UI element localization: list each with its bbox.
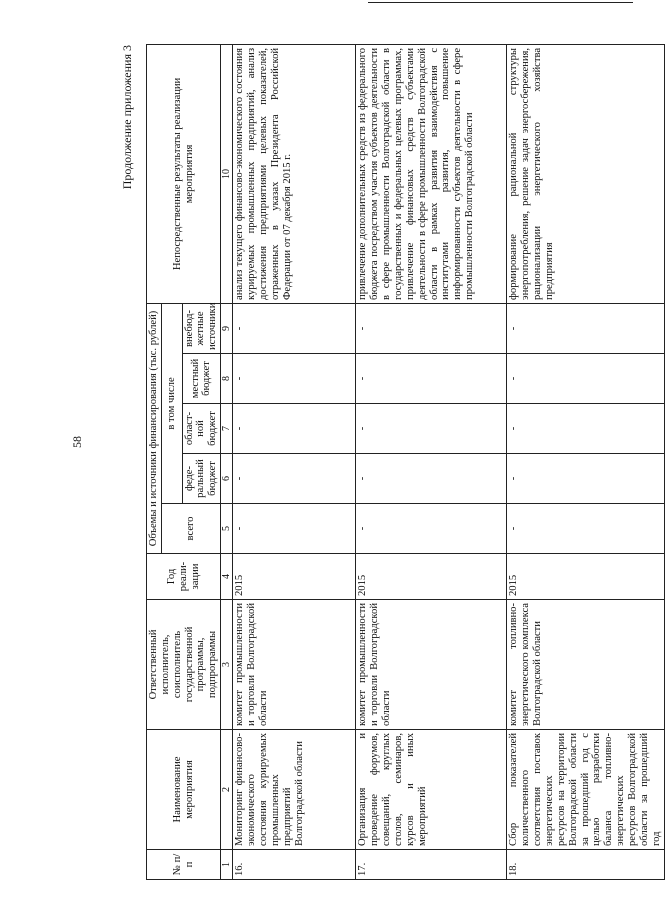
page-number: 58 bbox=[70, 436, 84, 448]
table-row bbox=[356, 44, 507, 879]
row-executor: комитет топливно-энергетического комплекса Волгоградской области bbox=[507, 600, 664, 730]
table-row bbox=[233, 44, 356, 879]
row-total: - bbox=[507, 504, 664, 554]
row-num: 18. bbox=[507, 850, 664, 880]
row-name: Организация и проведение форумов, совещаний, круглых столов, семинаров, курсов и иных мероприятий bbox=[356, 730, 507, 850]
continuation-note: Продолжение приложения 3 bbox=[120, 45, 134, 190]
col-number: 5 bbox=[221, 504, 233, 554]
rotated-page bbox=[120, 45, 662, 880]
row-year: 2015 bbox=[233, 554, 356, 600]
row-extra: - bbox=[356, 303, 507, 353]
row-local: - bbox=[233, 354, 356, 404]
row-year: 2015 bbox=[356, 554, 507, 600]
table-row bbox=[507, 44, 664, 879]
header-results: Непосредственные результаты реализации мероприятия bbox=[147, 44, 221, 303]
row-executor: комитет промышленности и торговли Волгоградской области bbox=[356, 600, 507, 730]
header-local: местный бюджет bbox=[182, 354, 221, 404]
row-extra: - bbox=[507, 303, 664, 353]
row-year: 2015 bbox=[507, 554, 664, 600]
header-executor: Ответственный исполнитель, соисполнитель государственной программы, подпрограммы bbox=[147, 600, 221, 730]
col-number: 3 bbox=[221, 600, 233, 730]
col-number: 6 bbox=[221, 454, 233, 504]
row-extra: - bbox=[233, 303, 356, 353]
column-number-row bbox=[221, 44, 233, 879]
row-regional: - bbox=[507, 404, 664, 454]
row-result: привлечение дополнительных средств из федерального бюджета посредством участия субъектов деятельности в сфере промышленности Волгоградской области в государственных и федеральных целевых программах, привлечение финансовых средств субъектами деятельности в сфере промышленности Волгоградской области в рамках развития взаимодействия с институтами развития, повышение информированности субъектов деятельности в сфере промышленности Волгоградской области bbox=[356, 44, 507, 303]
row-local: - bbox=[507, 354, 664, 404]
col-number: 8 bbox=[221, 354, 233, 404]
col-number: 9 bbox=[221, 303, 233, 353]
row-num: 16. bbox=[233, 850, 356, 880]
header-name: Наименование мероприятия bbox=[147, 730, 221, 850]
header-funding: Объемы и источники финансирования (тыс. рублей) bbox=[147, 303, 162, 553]
row-federal: - bbox=[356, 454, 507, 504]
row-regional: - bbox=[356, 404, 507, 454]
header-extra: внебюд-жетные источники bbox=[182, 303, 221, 353]
program-table bbox=[146, 44, 665, 880]
row-total: - bbox=[233, 504, 356, 554]
row-regional: - bbox=[233, 404, 356, 454]
row-federal: - bbox=[507, 454, 664, 504]
header-federal: феде-ральный бюджет bbox=[182, 454, 221, 504]
top-rule bbox=[368, 2, 633, 3]
row-local: - bbox=[356, 354, 507, 404]
col-number: 1 bbox=[221, 850, 233, 880]
row-total: - bbox=[356, 504, 507, 554]
header-num: № п/п bbox=[147, 850, 221, 880]
row-result: анализ текущего финансово-экономического состояния курируемых промышленных предприятий, анализ достижения предприятиями целевых показателей, отраженных в указах Президента Российской Федерации от 07 декабря 2015 г. bbox=[233, 44, 356, 303]
header-regional: област-ной бюджет bbox=[182, 404, 221, 454]
row-name: Мониторинг финансово-экономического состояния курируемых промышленных предприятий Волгоградской области bbox=[233, 730, 356, 850]
col-number: 10 bbox=[221, 44, 233, 303]
header-year: Год реали-зации bbox=[147, 554, 221, 600]
row-executor: комитет промышленности и торговли Волгоградской области bbox=[233, 600, 356, 730]
row-federal: - bbox=[233, 454, 356, 504]
col-number: 7 bbox=[221, 404, 233, 454]
header-incl: в том числе bbox=[161, 303, 182, 503]
row-result: формирование рациональной структуры энергопотребления, решение задач энергосбережения, рационализации энергетического хозяйства предприятия bbox=[507, 44, 664, 303]
col-number: 2 bbox=[221, 730, 233, 850]
row-name: Сбор показателей количественного соответствия поставок энергетических ресурсов на территории Волгоградской области за прошедший год с целью разработки баланса топливно-энергетических ресурсов Волгоградской области за прошедший год bbox=[507, 730, 664, 850]
header-total: всего bbox=[161, 504, 220, 554]
col-number: 4 bbox=[221, 554, 233, 600]
row-num: 17. bbox=[356, 850, 507, 880]
